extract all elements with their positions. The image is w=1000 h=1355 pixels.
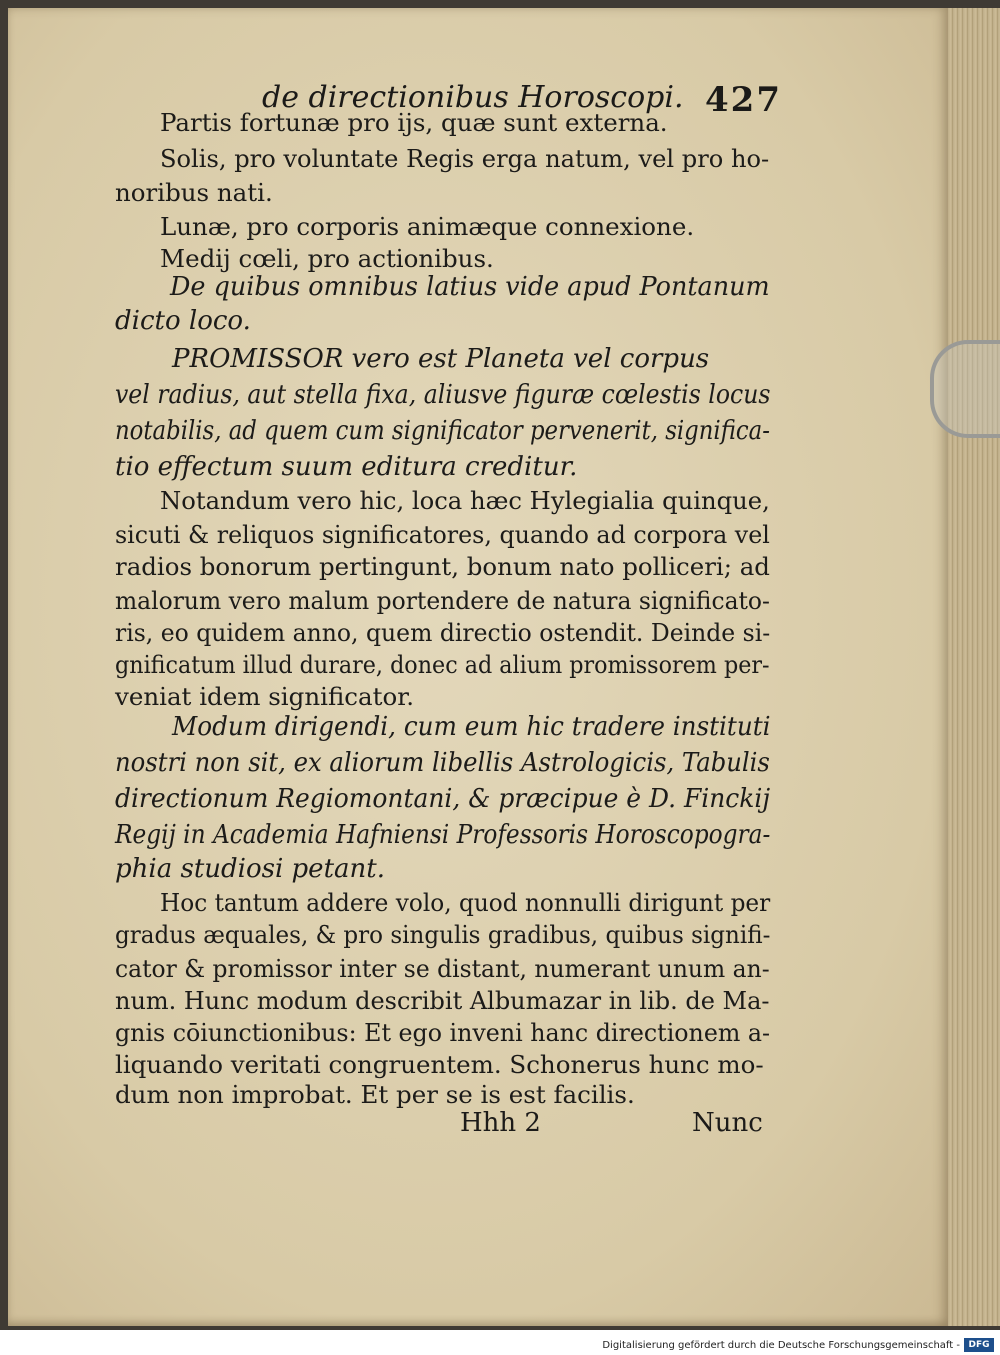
text-line: directionum Regiomontani, & præcipue è D. Finckij xyxy=(115,784,771,814)
text-line: veniat idem significator. xyxy=(115,682,415,711)
text-line: De quibus omnibus latius vide apud Pontanum xyxy=(170,272,770,302)
page-number: 427 xyxy=(705,80,782,120)
page-fore-edge xyxy=(948,8,1000,1326)
text-line: Regij in Academia Hafniensi Professoris Horoscopogra- xyxy=(115,820,771,850)
text-line: num. Hunc modum describit Albumazar in lib. de Ma- xyxy=(115,986,770,1015)
text-line: Hoc tantum addere volo, quod nonnulli dirigunt per xyxy=(160,888,771,917)
text-line: phia studiosi petant. xyxy=(115,854,385,884)
text-line: gnis cōiunctionibus: Et ego inveni hanc directionem a- xyxy=(115,1018,771,1047)
text-line: Partis fortunæ pro ijs, quæ sunt externa. xyxy=(160,108,668,137)
text-line: malorum vero malum portendere de natura significato- xyxy=(115,586,770,615)
text-line: cator & promissor inter se distant, numerant unum an- xyxy=(115,954,770,983)
text-line: sicuti & reliquos significatores, quando ad corpora vel xyxy=(115,520,770,549)
text-line: dicto loco. xyxy=(115,306,251,336)
page-clip xyxy=(930,340,1000,438)
catchword: Nunc xyxy=(692,1108,763,1138)
text-line: dum non improbat. Et per se is est facilis. xyxy=(115,1080,635,1109)
text-line: Lunæ, pro corporis animæque connexione. xyxy=(160,212,695,241)
text-line: gradus æquales, & pro singulis gradibus, quibus signifi- xyxy=(115,920,771,949)
text-line: gnificatum illud durare, donec ad alium promissorem per- xyxy=(115,650,770,679)
text-line: PROMISSOR vero est Planeta vel corpus xyxy=(172,344,710,374)
text-line: noribus nati. xyxy=(115,178,273,207)
signature-mark: Hhh 2 xyxy=(460,1108,541,1138)
running-head: de directionibus Horoscopi. xyxy=(262,80,684,115)
text-line: Medij cœli, pro actionibus. xyxy=(160,244,494,273)
text-line: Solis, pro voluntate Regis erga natum, vel pro ho- xyxy=(160,144,770,173)
text-line: vel radius, aut stella fixa, aliusve figuræ cœlestis locus xyxy=(115,380,771,410)
text-line: Modum dirigendi, cum eum hic tradere instituti xyxy=(172,712,771,742)
dfg-logo: DFG xyxy=(964,1338,994,1352)
text-line: ris, eo quidem anno, quem directio ostendit. Deinde si- xyxy=(115,618,771,647)
text-line: nostri non sit, ex aliorum libellis Astrologicis, Tabulis xyxy=(115,748,770,778)
text-line: Notandum vero hic, loca hæc Hylegialia quinque, xyxy=(160,486,770,515)
digitization-credit: Digitalisierung gefördert durch die Deutsche Forschungsgemeinschaft - xyxy=(602,1340,960,1351)
text-line: radios bonorum pertingunt, bonum nato polliceri; ad xyxy=(115,552,770,581)
text-line: liquando veritati congruentem. Schonerus hunc mo- xyxy=(115,1050,764,1079)
text-line: notabilis, ad quem cum significator pervenerit, significa- xyxy=(115,416,770,446)
text-line: tio effectum suum editura creditur. xyxy=(115,452,578,482)
